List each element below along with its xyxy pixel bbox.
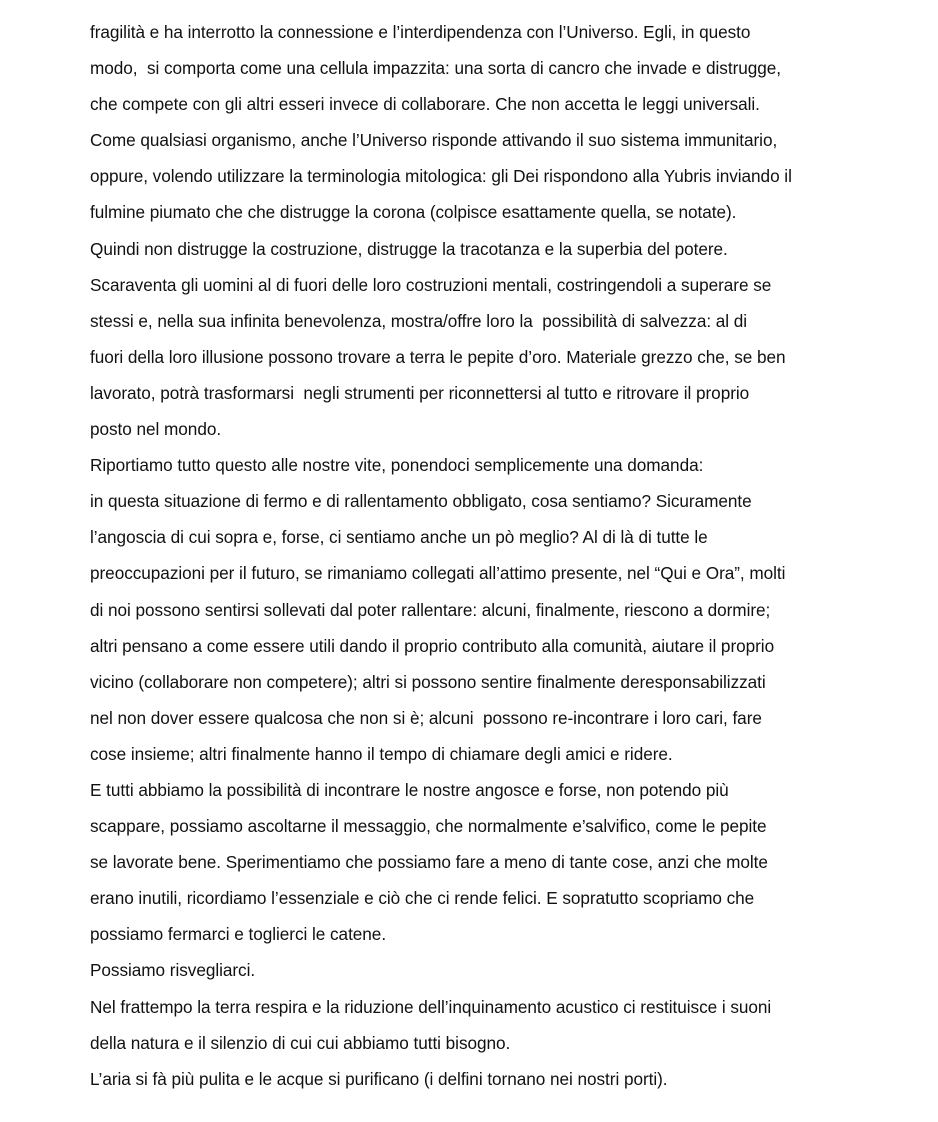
text-line: E tutti abbiamo la possibilità di incontrare le nostre angosce e forse, non potendo più — [90, 779, 729, 800]
text-line: L’aria si fà più pulita e le acque si purificano (i delfini tornano nei nostri porti). — [90, 1068, 668, 1089]
text-line: vicino (collaborare non competere); altri si possono sentire finalmente deresponsabilizzati — [90, 671, 766, 692]
text-line: erano inutili, ricordiamo l’essenziale e ciò che ci rende felici. E sopratutto scopriamo che — [90, 888, 755, 909]
text-line: preoccupazioni per il futuro, se rimaniamo collegati all’attimo presente, nel “Qui e Ora”, molti — [90, 563, 786, 584]
text-line: nel non dover essere qualcosa che non si è; alcuni possono re-incontrare i loro cari, fare — [90, 707, 762, 728]
text-line: altri pensano a come essere utili dando il proprio contributo alla comunità, aiutare il proprio — [90, 635, 775, 656]
text-line: che compete con gli altri esseri invece di collaborare. Che non accetta le leggi universali. — [90, 94, 760, 115]
text-line: posto nel mondo. — [90, 419, 222, 440]
text-line: fulmine piumato che che distrugge la corona (colpisce esattamente quella, se notate). — [90, 202, 737, 223]
text-line: stessi e, nella sua infinita benevolenza, mostra/offre loro la possibilità di salvezza: al di — [90, 310, 748, 331]
text-line: Quindi non distrugge la costruzione, distrugge la tracotanza e la superbia del potere. — [90, 238, 728, 259]
text-line: lavorato, potrà trasformarsi negli strumenti per riconnettersi al tutto e ritrovare il proprio — [90, 382, 750, 403]
text-line: di noi possono sentirsi sollevati dal poter rallentare: alcuni, finalmente, riescono a dormire; — [90, 599, 771, 620]
text-line: Come qualsiasi organismo, anche l’Universo risponde attivando il suo sistema immunitario, — [90, 130, 778, 151]
text-line: Possiamo risvegliarci. — [90, 960, 256, 981]
text-line: l’angoscia di cui sopra e, forse, ci sentiamo anche un pò meglio? Al di là di tutte le — [90, 527, 708, 548]
text-line: della natura e il silenzio di cui cui abbiamo tutti bisogno. — [90, 1032, 511, 1053]
text-line: fuori della loro illusione possono trovare a terra le pepite d’oro. Materiale grezzo che, se ben — [90, 346, 786, 367]
text-line: scappare, possiamo ascoltarne il messaggio, che normalmente e’salvifico, come le pepite — [90, 816, 767, 837]
document-page — [90, 14, 870, 1097]
text-line: Nel frattempo la terra respira e la riduzione dell’inquinamento acustico ci restituisce i suoni — [90, 996, 772, 1017]
text-line: Riportiamo tutto questo alle nostre vite, ponendoci semplicemente una domanda: — [90, 455, 704, 476]
text-line: in questa situazione di fermo e di rallentamento obbligato, cosa sentiamo? Sicuramente — [90, 491, 752, 512]
text-line: possiamo fermarci e toglierci le catene. — [90, 924, 387, 945]
text-line: Scaraventa gli uomini al di fuori delle loro costruzioni mentali, costringendoli a superare se — [90, 274, 772, 295]
text-line: se lavorate bene. Sperimentiamo che possiamo fare a meno di tante cose, anzi che molte — [90, 852, 768, 873]
text-line: fragilità e ha interrotto la connessione e l’interdipendenza con l’Universo. Egli, in questo — [90, 22, 751, 42]
text-line: cose insieme; altri finalmente hanno il tempo di chiamare degli amici e ridere. — [90, 743, 673, 764]
text-line: modo, si comporta come una cellula impazzita: una sorta di cancro che invade e distrugge, — [90, 58, 782, 79]
text-line: oppure, volendo utilizzare la terminologia mitologica: gli Dei rispondono alla Yubris inviando il — [90, 166, 792, 187]
